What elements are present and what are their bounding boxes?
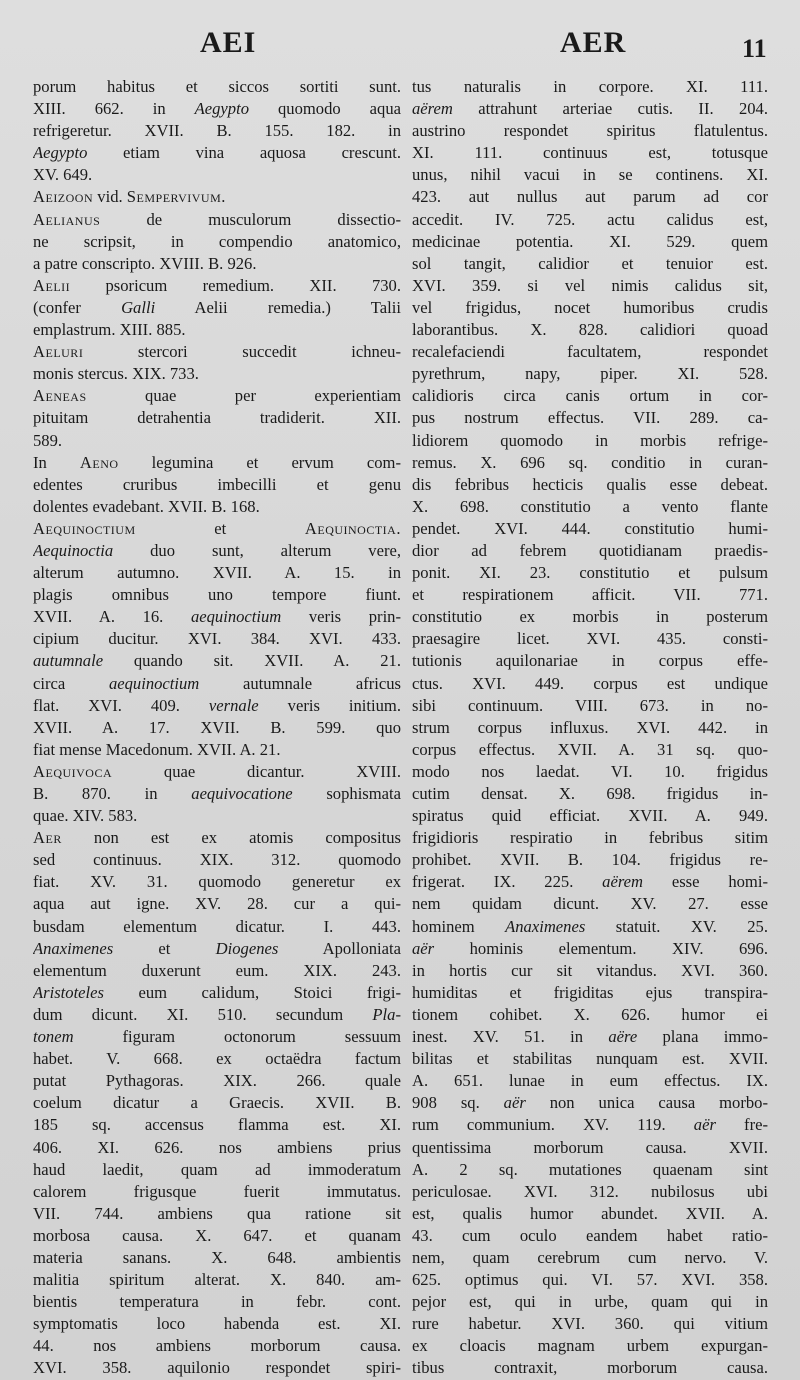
text-line: 625. optimus qui. VI. 57. XVI. 358. [412, 1270, 768, 1290]
text-line: malitia spiritum alterat. X. 840. am- [33, 1270, 401, 1290]
text-line: medicinae potentia. XI. 529. quem [412, 231, 768, 251]
text-line: calorem frigusque fuerit immutatus. [33, 1181, 401, 1201]
text-line: tutionis aquilonariae in corpus effe- [412, 651, 768, 671]
text-line: cipium ducitur. XVI. 384. XVI. 433. [33, 629, 401, 649]
text-line: morbosa causa. X. 647. et quanam [33, 1225, 401, 1245]
text-line: humiditas et frigiditas ejus transpira- [412, 982, 768, 1002]
text-line: plagis omnibus uno tempore fiunt. [33, 585, 401, 605]
text-line: pendet. XVI. 444. constitutio humi- [412, 518, 768, 538]
text-line: 908 sq. aër non unica causa morbo- [412, 1093, 768, 1113]
text-line: quae. XIV. 583. [33, 806, 138, 826]
text-line: elementum duxerunt eum. XIX. 243. [33, 960, 401, 980]
text-line: materia sanans. X. 648. ambientis [33, 1247, 401, 1267]
text-line: Aequinoctium et Aequinoctia. [33, 518, 401, 538]
text-line: cutim densat. X. 698. frigidus in- [412, 784, 768, 803]
text-line: autumnale quando sit. XVII. A. 21. [33, 651, 401, 671]
text-line: dis febribus hecticis qualis esse debeat. [412, 474, 768, 494]
text-line: flat. XVI. 409. vernale veris initium. [33, 695, 401, 715]
text-line: remus. X. 696 sq. conditio in curan- [412, 452, 768, 472]
text-line: XV. 649. [33, 165, 93, 185]
text-line: edentes cruribus imbecilli et genu [33, 474, 401, 494]
text-line: periculosae. XVI. 312. nubilosus ubi [412, 1181, 768, 1201]
text-line: dum dicunt. XI. 510. secundum Pla- [33, 1004, 401, 1024]
text-line: Aer non est ex atomis compositus [33, 828, 401, 848]
text-line: ponit. XI. 23. constitutio et pulsum [412, 563, 768, 583]
text-line: et respirationem afficit. VII. 771. [412, 585, 768, 605]
text-line: Anaximenes et Diogenes Apolloniata [33, 938, 401, 958]
text-line: aqua aut igne. XV. 28. cur a qui- [33, 894, 401, 914]
text-line: monis stercus. XIX. 733. [33, 364, 199, 384]
text-line: symptomatis loco habenda est. XI. [33, 1314, 401, 1334]
text-line: pejor est, qui in urbe, quam qui in [412, 1292, 768, 1312]
text-line: 185 sq. accensus flamma est. XI. [33, 1115, 401, 1135]
text-line: Aristoteles eum calidum, Stoici frigi- [33, 982, 401, 1002]
text-line: sol tangit, calidior et tenuior est. [412, 253, 768, 273]
text-line: busdam elementum dicatur. I. 443. [33, 916, 401, 936]
text-line: X. 698. constitutio a vento flante [412, 496, 768, 516]
left-column [33, 76, 401, 1380]
page-number: 11 [742, 34, 767, 63]
text-line: 44. nos ambiens morborum causa. [33, 1336, 401, 1356]
text-line: laborantibus. X. 828. calidiori quoad [412, 320, 768, 340]
text-line: XIII. 662. in Aegypto quomodo aqua [33, 99, 401, 119]
text-line: fiat mense Macedonum. XVII. A. 21. [33, 739, 281, 759]
text-line: austrino respondet spiritus flatulentus. [412, 121, 768, 141]
text-line: Aelianus de musculorum dissectio- [33, 209, 401, 229]
text-line: Aeizoon vid. Sempervivum. [33, 187, 226, 207]
text-line: In Aeno legumina et ervum com- [33, 452, 401, 472]
text-line: 589. [33, 430, 63, 450]
text-line: VII. 744. ambiens qua ratione sit [33, 1203, 401, 1223]
text-line: aër hominis elementum. XIV. 696. [412, 938, 768, 958]
text-line: tibus contraxit, morborum causa. [412, 1358, 768, 1378]
text-line: Aequinoctia duo sunt, alterum vere, [33, 540, 401, 560]
text-line: 43. cum oculo eandem habet ratio- [412, 1225, 768, 1245]
running-head [0, 26, 800, 66]
text-line: sed continuus. XIX. 312. quomodo [33, 850, 401, 870]
text-line: sibi continuum. VIII. 673. in no- [412, 695, 768, 715]
text-line: hominem Anaximenes statuit. XV. 25. [412, 916, 768, 936]
text-line: pyrethrum, napy, piper. XI. 528. [412, 364, 768, 384]
text-line: inest. XV. 51. in aëre plana immo- [412, 1027, 768, 1047]
text-line: pituitam detrahentia tradiderit. XII. [33, 408, 401, 428]
text-line: habet. V. 668. ex octaëdra factum [33, 1049, 401, 1069]
text-line: bientis temperatura in febr. cont. [33, 1292, 401, 1312]
text-line: coelum dicatur a Graecis. XVII. B. [33, 1093, 401, 1113]
text-line: 406. XI. 626. nos ambiens prius [33, 1137, 401, 1157]
text-line: praesagire licet. XVI. 435. consti- [412, 629, 768, 649]
text-line: XVI. 358. aquilonio respondet spiri- [33, 1358, 401, 1378]
text-line: refrigeretur. XVII. B. 155. 182. in [33, 121, 401, 141]
text-line: Aequivoca quae dicantur. XVIII. [33, 761, 401, 781]
text-line: nem, quam cerebrum cum nervo. V. [412, 1247, 768, 1267]
text-line: nem quidam dicunt. XV. 27. esse [412, 894, 768, 914]
text-line: tonem figuram octonorum sessuum [33, 1027, 401, 1047]
text-line: prohibet. XVII. B. 104. frigidus re- [412, 850, 768, 870]
text-line: modo nos laedat. VI. 10. frigidus [412, 761, 768, 781]
text-line: circa aequinoctium autumnale africus [33, 673, 401, 693]
text-line: accedit. IV. 725. actu calidus est, [412, 209, 768, 229]
text-line: rum communium. XV. 119. aër fre- [412, 1115, 768, 1135]
text-line: porum habitus et siccos sortiti sunt. [33, 77, 401, 96]
right-column [412, 76, 768, 1380]
text-line: strum corpus influxus. XVI. 442. in [412, 717, 768, 737]
text-line: haud laedit, quam ad immoderatum [33, 1159, 401, 1179]
text-line: recalefaciendi facultatem, respondet [412, 342, 768, 362]
text-line: fiat. XV. 31. quomodo generetur ex [33, 872, 401, 892]
text-line: XI. 111. continuus est, totusque [412, 143, 768, 163]
text-line: rure habetur. XVI. 360. qui vitium [412, 1314, 768, 1334]
text-line: Aeneas quae per experientiam [33, 386, 401, 406]
text-line: 423. aut nullus aut parum ad cor [412, 187, 768, 207]
running-head-left: AEI [200, 26, 257, 59]
text-line: XVII. A. 16. aequinoctium veris prin- [33, 607, 401, 627]
text-line: ctus. XVI. 449. corpus est undique [412, 673, 768, 693]
text-line: putat Pythagoras. XIX. 266. quale [33, 1071, 401, 1091]
text-line: est, qualis humor abundet. XVII. A. [412, 1203, 768, 1223]
text-line: A. 651. lunae in eum effectus. IX. [412, 1071, 768, 1091]
text-line: corpus effectus. XVII. A. 31 sq. quo- [412, 739, 768, 759]
text-line: pus nostrum effectus. VII. 289. ca- [412, 408, 768, 428]
text-line: ne scripsit, in compendio anatomico, [33, 231, 401, 251]
text-line: B. 870. in aequivocatione sophismata [33, 784, 401, 803]
text-line: a patre conscripto. XVIII. B. 926. [33, 253, 257, 273]
text-line: Aegypto etiam vina aquosa crescunt. [33, 143, 401, 163]
text-line: XVII. A. 17. XVII. B. 599. quo [33, 717, 401, 737]
text-line: spiratus quid efficiat. XVII. A. 949. [412, 806, 768, 826]
text-line: XVI. 359. si vel nimis calidus sit, [412, 275, 768, 295]
text-line: dolentes evadebant. XVII. B. 168. [33, 496, 260, 516]
running-head-right: AER [560, 26, 627, 59]
text-line: aërem attrahunt arteriae cutis. II. 204. [412, 99, 768, 119]
text-line: unus, nihil vacui in se continens. XI. [412, 165, 768, 185]
text-line: (confer Galli Aelii remedia.) Talii [33, 297, 401, 317]
text-line: alterum autumno. XVII. A. 15. in [33, 563, 401, 583]
text-line: in hortis cur sit vitandus. XVI. 360. [412, 960, 768, 980]
text-line: tionem cohibet. X. 626. humor ei [412, 1004, 768, 1024]
text-line: quentissima morborum causa. XVII. [412, 1137, 768, 1157]
text-line: vel frigidus, nocet humoribus crudis [412, 297, 768, 317]
text-line: emplastrum. XIII. 885. [33, 320, 186, 340]
text-line: frigidioris respiratio in febribus sitim [412, 828, 768, 848]
text-line: dior ad febrem quotidianam praedis- [412, 540, 768, 560]
text-line: Aelii psoricum remedium. XII. 730. [33, 275, 401, 295]
text-line: ex cloacis magnam urbem expurgan- [412, 1336, 768, 1356]
text-line: constitutio ex morbis in posterum [412, 607, 768, 627]
text-line: Aeluri stercori succedit ichneu- [33, 342, 401, 362]
text-line: bilitas et stabilitas nunquam est. XVII. [412, 1049, 768, 1069]
text-line: lidiorem quomodo in morbis refrige- [412, 430, 768, 450]
text-line: frigerat. IX. 225. aërem esse homi- [412, 872, 768, 892]
text-line: A. 2 sq. mutationes quaenam sint [412, 1159, 768, 1179]
text-line: calidioris circa canis ortum in cor- [412, 386, 768, 406]
text-line: tus naturalis in corpore. XI. 111. [412, 77, 768, 96]
